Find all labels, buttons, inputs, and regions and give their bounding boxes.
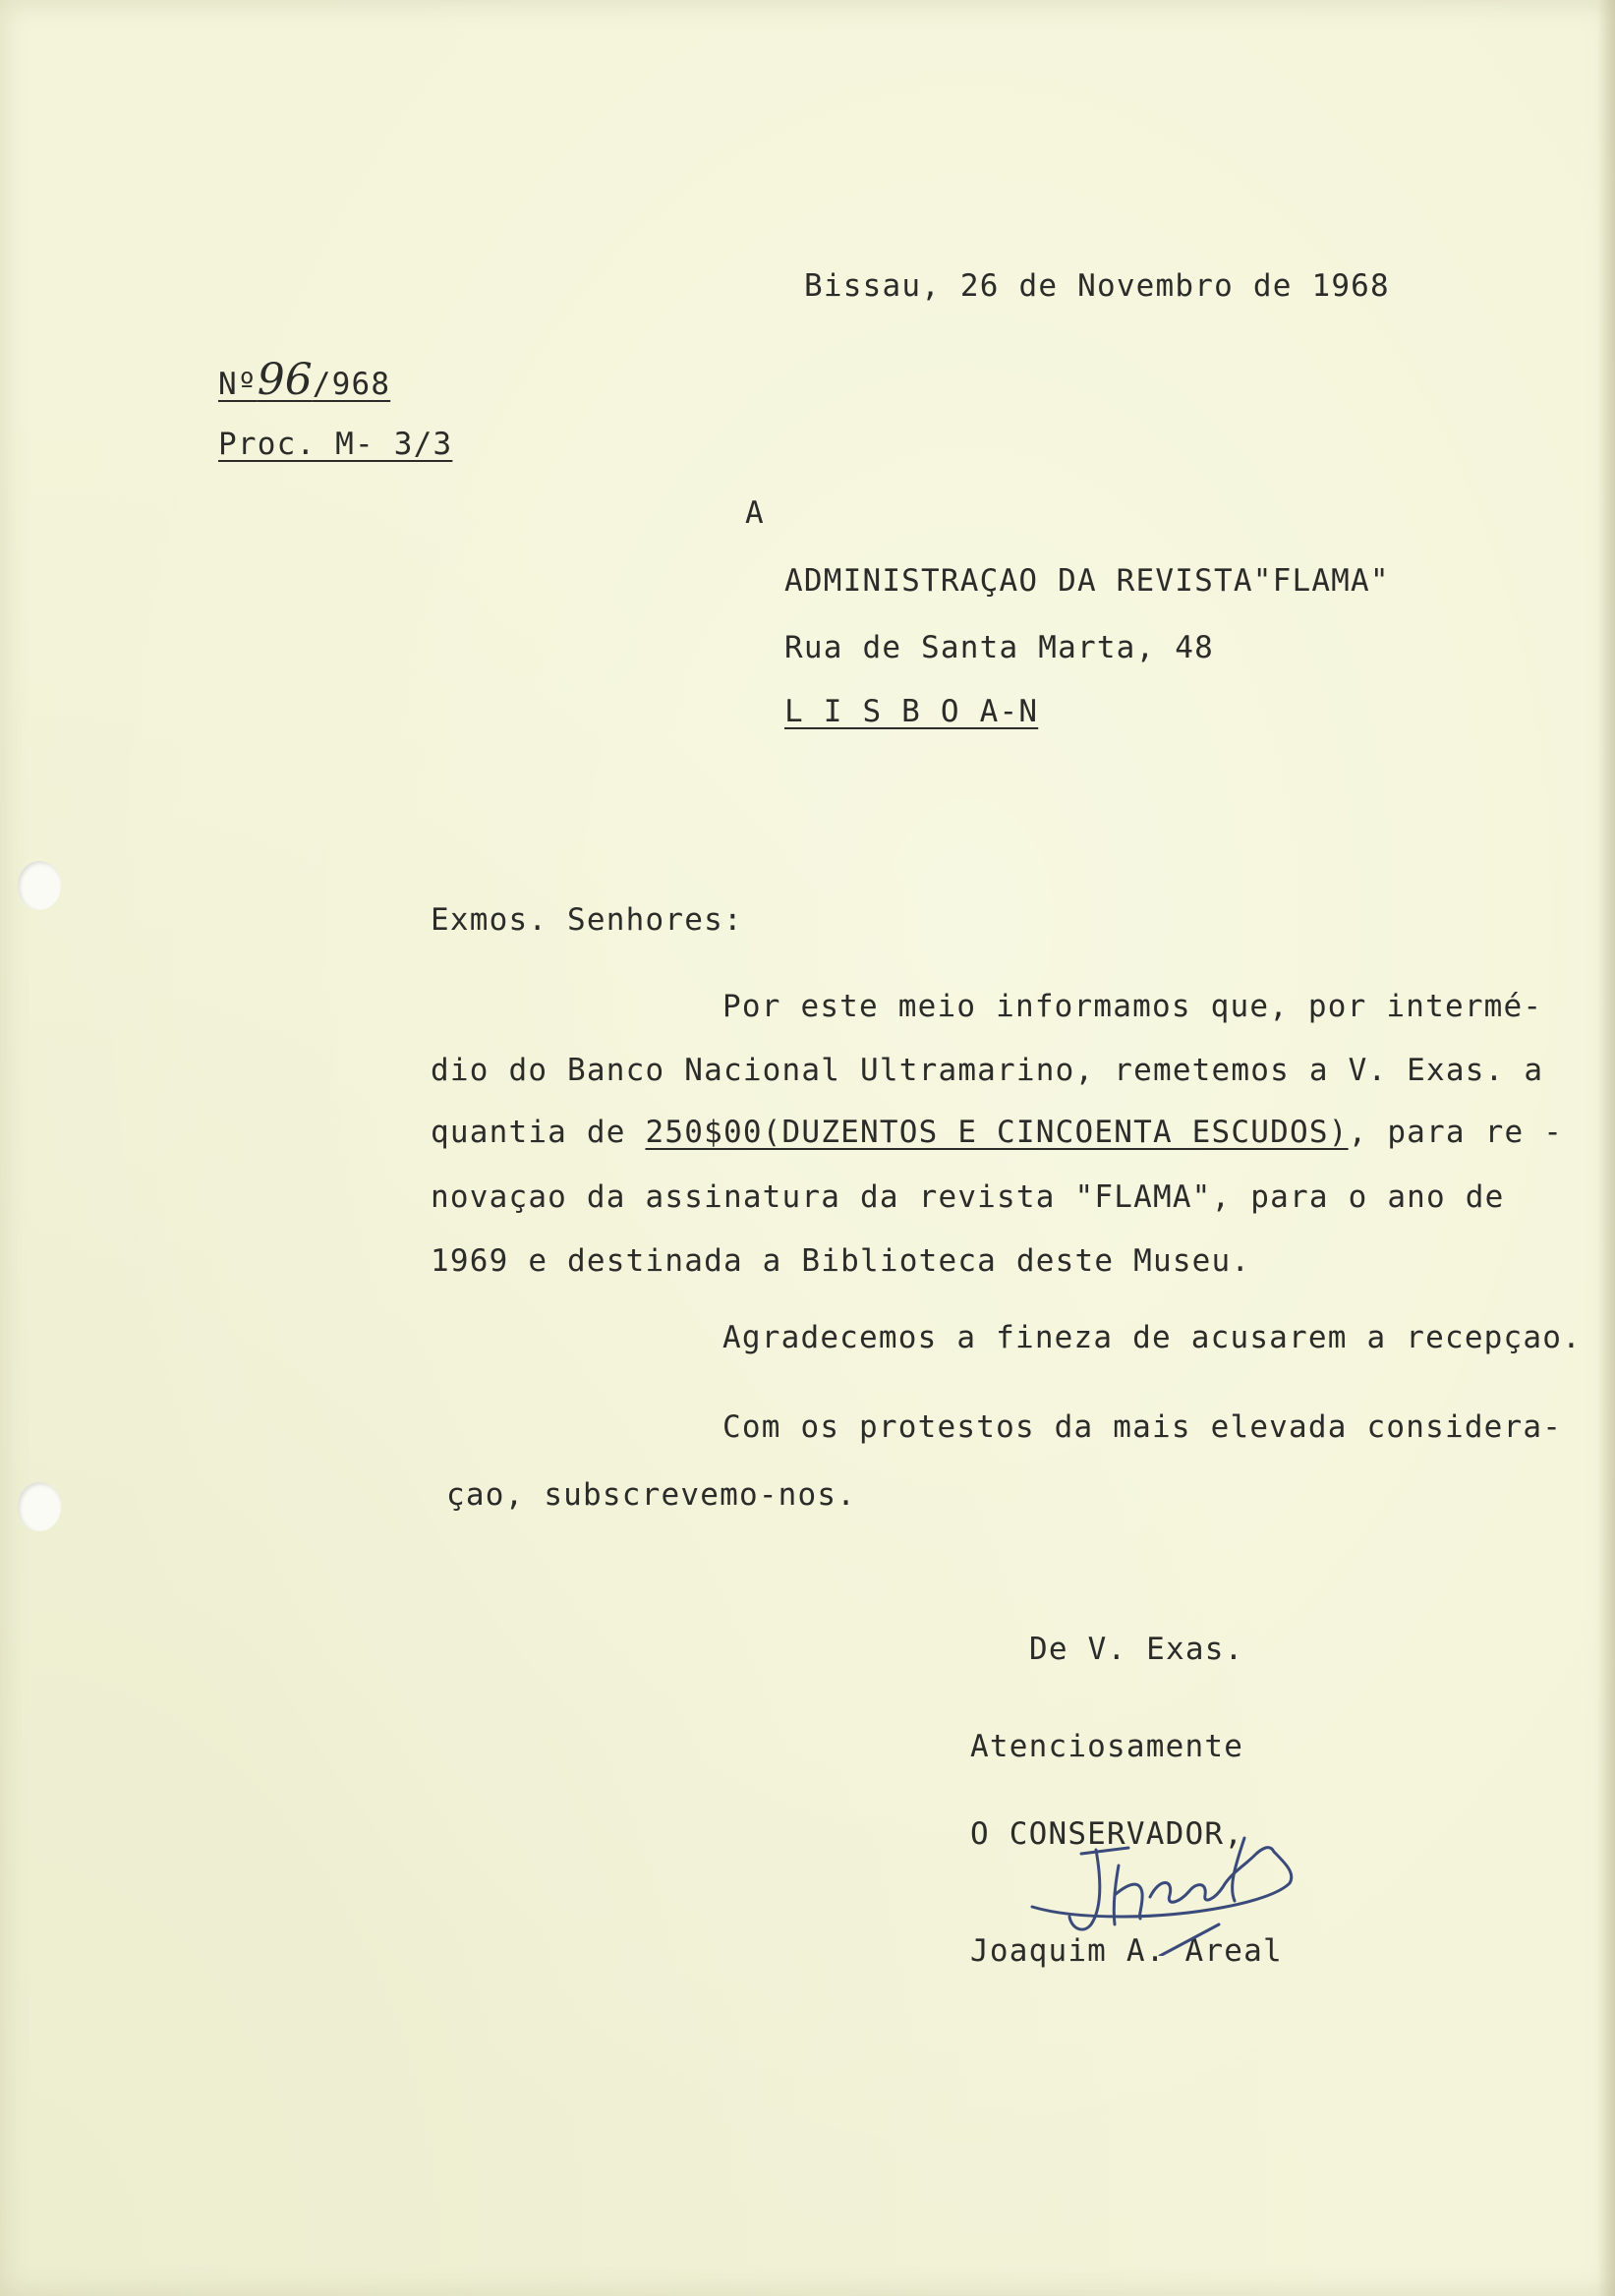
- body-p1-line-2: dio do Banco Nacional Ultramarino, remetemos a V. Exas. a: [431, 1053, 1544, 1088]
- body-p3-line-2: çao, subscrevemo-nos.: [446, 1477, 857, 1513]
- body-p3-line-1: Com os protestos da mais elevada considera-: [722, 1409, 1563, 1445]
- place-date: Bissau, 26 de Novembro de 1968: [804, 268, 1390, 304]
- body-p1-line-3-post: , para re -: [1348, 1115, 1564, 1150]
- body-p1-line-5: 1969 e destinada a Biblioteca deste Museu.: [431, 1243, 1251, 1279]
- closing-line-3: O CONSERVADOR,: [970, 1816, 1244, 1852]
- closing-line-2: Atenciosamente: [970, 1729, 1244, 1764]
- reference-handwritten: 96: [257, 355, 313, 405]
- process-number: Proc. M- 3/3: [218, 427, 453, 462]
- addressee-line-2: Rua de Santa Marta, 48: [784, 630, 1214, 665]
- punch-hole-lower: [18, 1482, 61, 1531]
- body-p1-line-1: Por este meio informamos que, por intermé-: [722, 989, 1543, 1024]
- reference-prefix: Nº: [218, 367, 258, 402]
- body-p1-line-3: [431, 1115, 1564, 1150]
- page-edge-shadow: [1597, 0, 1615, 2296]
- handwritten-signature: [1012, 1808, 1327, 1956]
- punch-hole-upper: [18, 861, 61, 910]
- body-p2: Agradecemos a fineza de acusarem a recepçao.: [722, 1320, 1582, 1355]
- closing-line-1: De V. Exas.: [1029, 1632, 1244, 1667]
- body-p1-line-3-pre: quantia de: [431, 1115, 646, 1150]
- reference-number: [218, 355, 391, 405]
- body-p1-line-4: novaçao da assinatura da revista "FLAMA", para o ano de: [431, 1179, 1505, 1215]
- addressee-line-1: ADMINISTRAÇAO DA REVISTA"FLAMA": [784, 563, 1390, 599]
- addressee-line-3: L I S B O A-N: [784, 694, 1039, 729]
- addressee-prefix: A: [745, 495, 765, 531]
- signatory-name: Joaquim A. Areal: [970, 1933, 1283, 1969]
- salutation: Exmos. Senhores:: [431, 902, 743, 938]
- payment-amount: 250$00(DUZENTOS E CINCOENTA ESCUDOS): [645, 1115, 1349, 1150]
- reference-suffix: /968: [312, 367, 391, 402]
